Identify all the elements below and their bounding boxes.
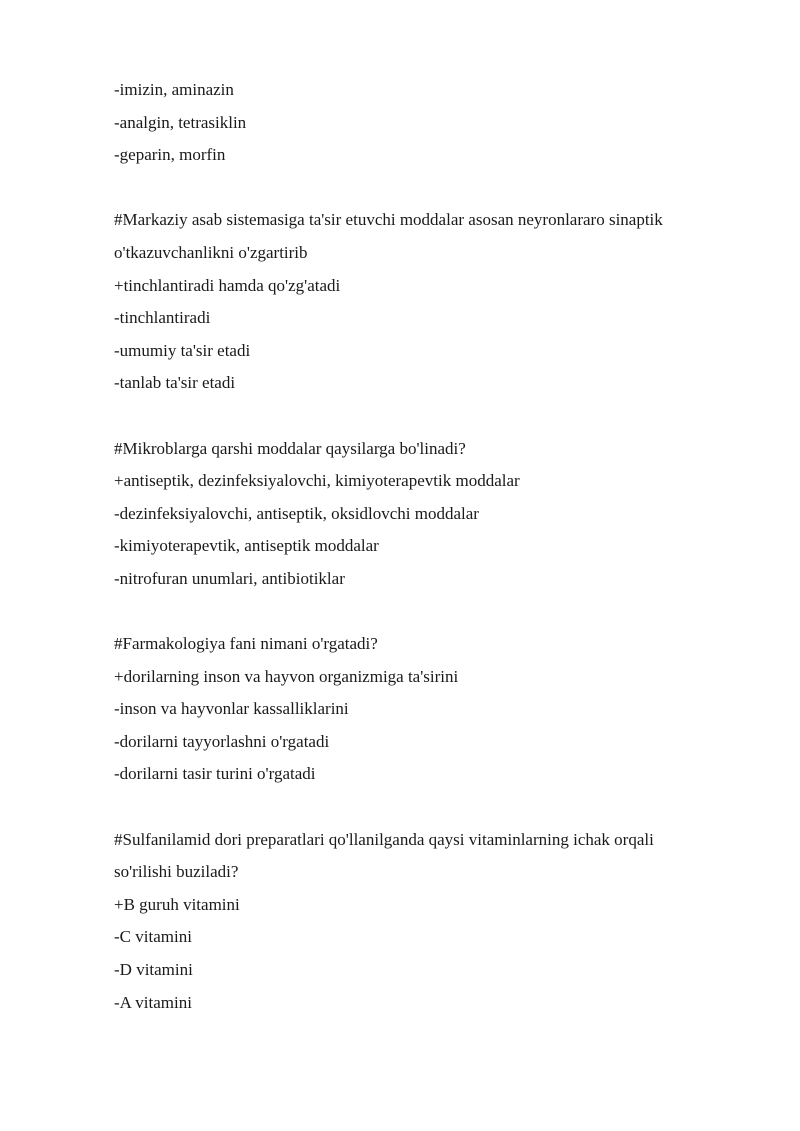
spacer (114, 791, 754, 824)
spacer (114, 172, 754, 205)
question-text: #Farmakologiya fani nimani o'rgatadi? (114, 634, 378, 654)
answer-option: -C vitamini (114, 927, 192, 947)
answer-option: -nitrofuran unumlari, antibiotiklar (114, 568, 345, 588)
spacer (114, 596, 754, 629)
answer-option: -kimiyoterapevtik, antiseptik moddalar (114, 536, 379, 556)
correct-answer: +tinchlantiradi hamda qo'zg'atadi (114, 275, 341, 295)
answer-option: -tinchlantiradi (114, 308, 211, 328)
answer-option: -D vitamini (114, 960, 193, 980)
answer-option: -geparin, morfin (114, 145, 226, 165)
spacer (114, 400, 754, 433)
answer-option: -A vitamini (114, 992, 192, 1012)
question-text: so'rilishi buziladi? (114, 862, 239, 882)
answer-option: -tanlab ta'sir etadi (114, 373, 236, 393)
document-page (114, 74, 754, 1019)
correct-answer: +antiseptik, dezinfeksiyalovchi, kimiyoterapevtik moddalar (114, 471, 520, 491)
answer-option: -umumiy ta'sir etadi (114, 340, 251, 360)
answer-option: -dorilarni tasir turini o'rgatadi (114, 764, 316, 784)
answer-option: -dorilarni tayyorlashni o'rgatadi (114, 731, 330, 751)
answer-option: -inson va hayvonlar kassalliklarini (114, 699, 349, 719)
correct-answer: +dorilarning inson va hayvon organizmiga ta'sirini (114, 666, 459, 686)
correct-answer: +B guruh vitamini (114, 894, 240, 914)
question-text: o'tkazuvchanlikni o'zgartirib (114, 242, 308, 262)
question-text: #Markaziy asab sistemasiga ta'sir etuvchi moddalar asosan neyronlararo sinaptik (114, 210, 663, 230)
answer-option: -analgin, tetrasiklin (114, 112, 247, 132)
answer-option: -dezinfeksiyalovchi, antiseptik, oksidlovchi moddalar (114, 503, 479, 523)
question-text: #Mikroblarga qarshi moddalar qaysilarga bo'linadi? (114, 438, 466, 458)
question-text: #Sulfanilamid dori preparatlari qo'llanilganda qaysi vitaminlarning ichak orqali (114, 829, 654, 849)
answer-option: -imizin, aminazin (114, 80, 234, 99)
